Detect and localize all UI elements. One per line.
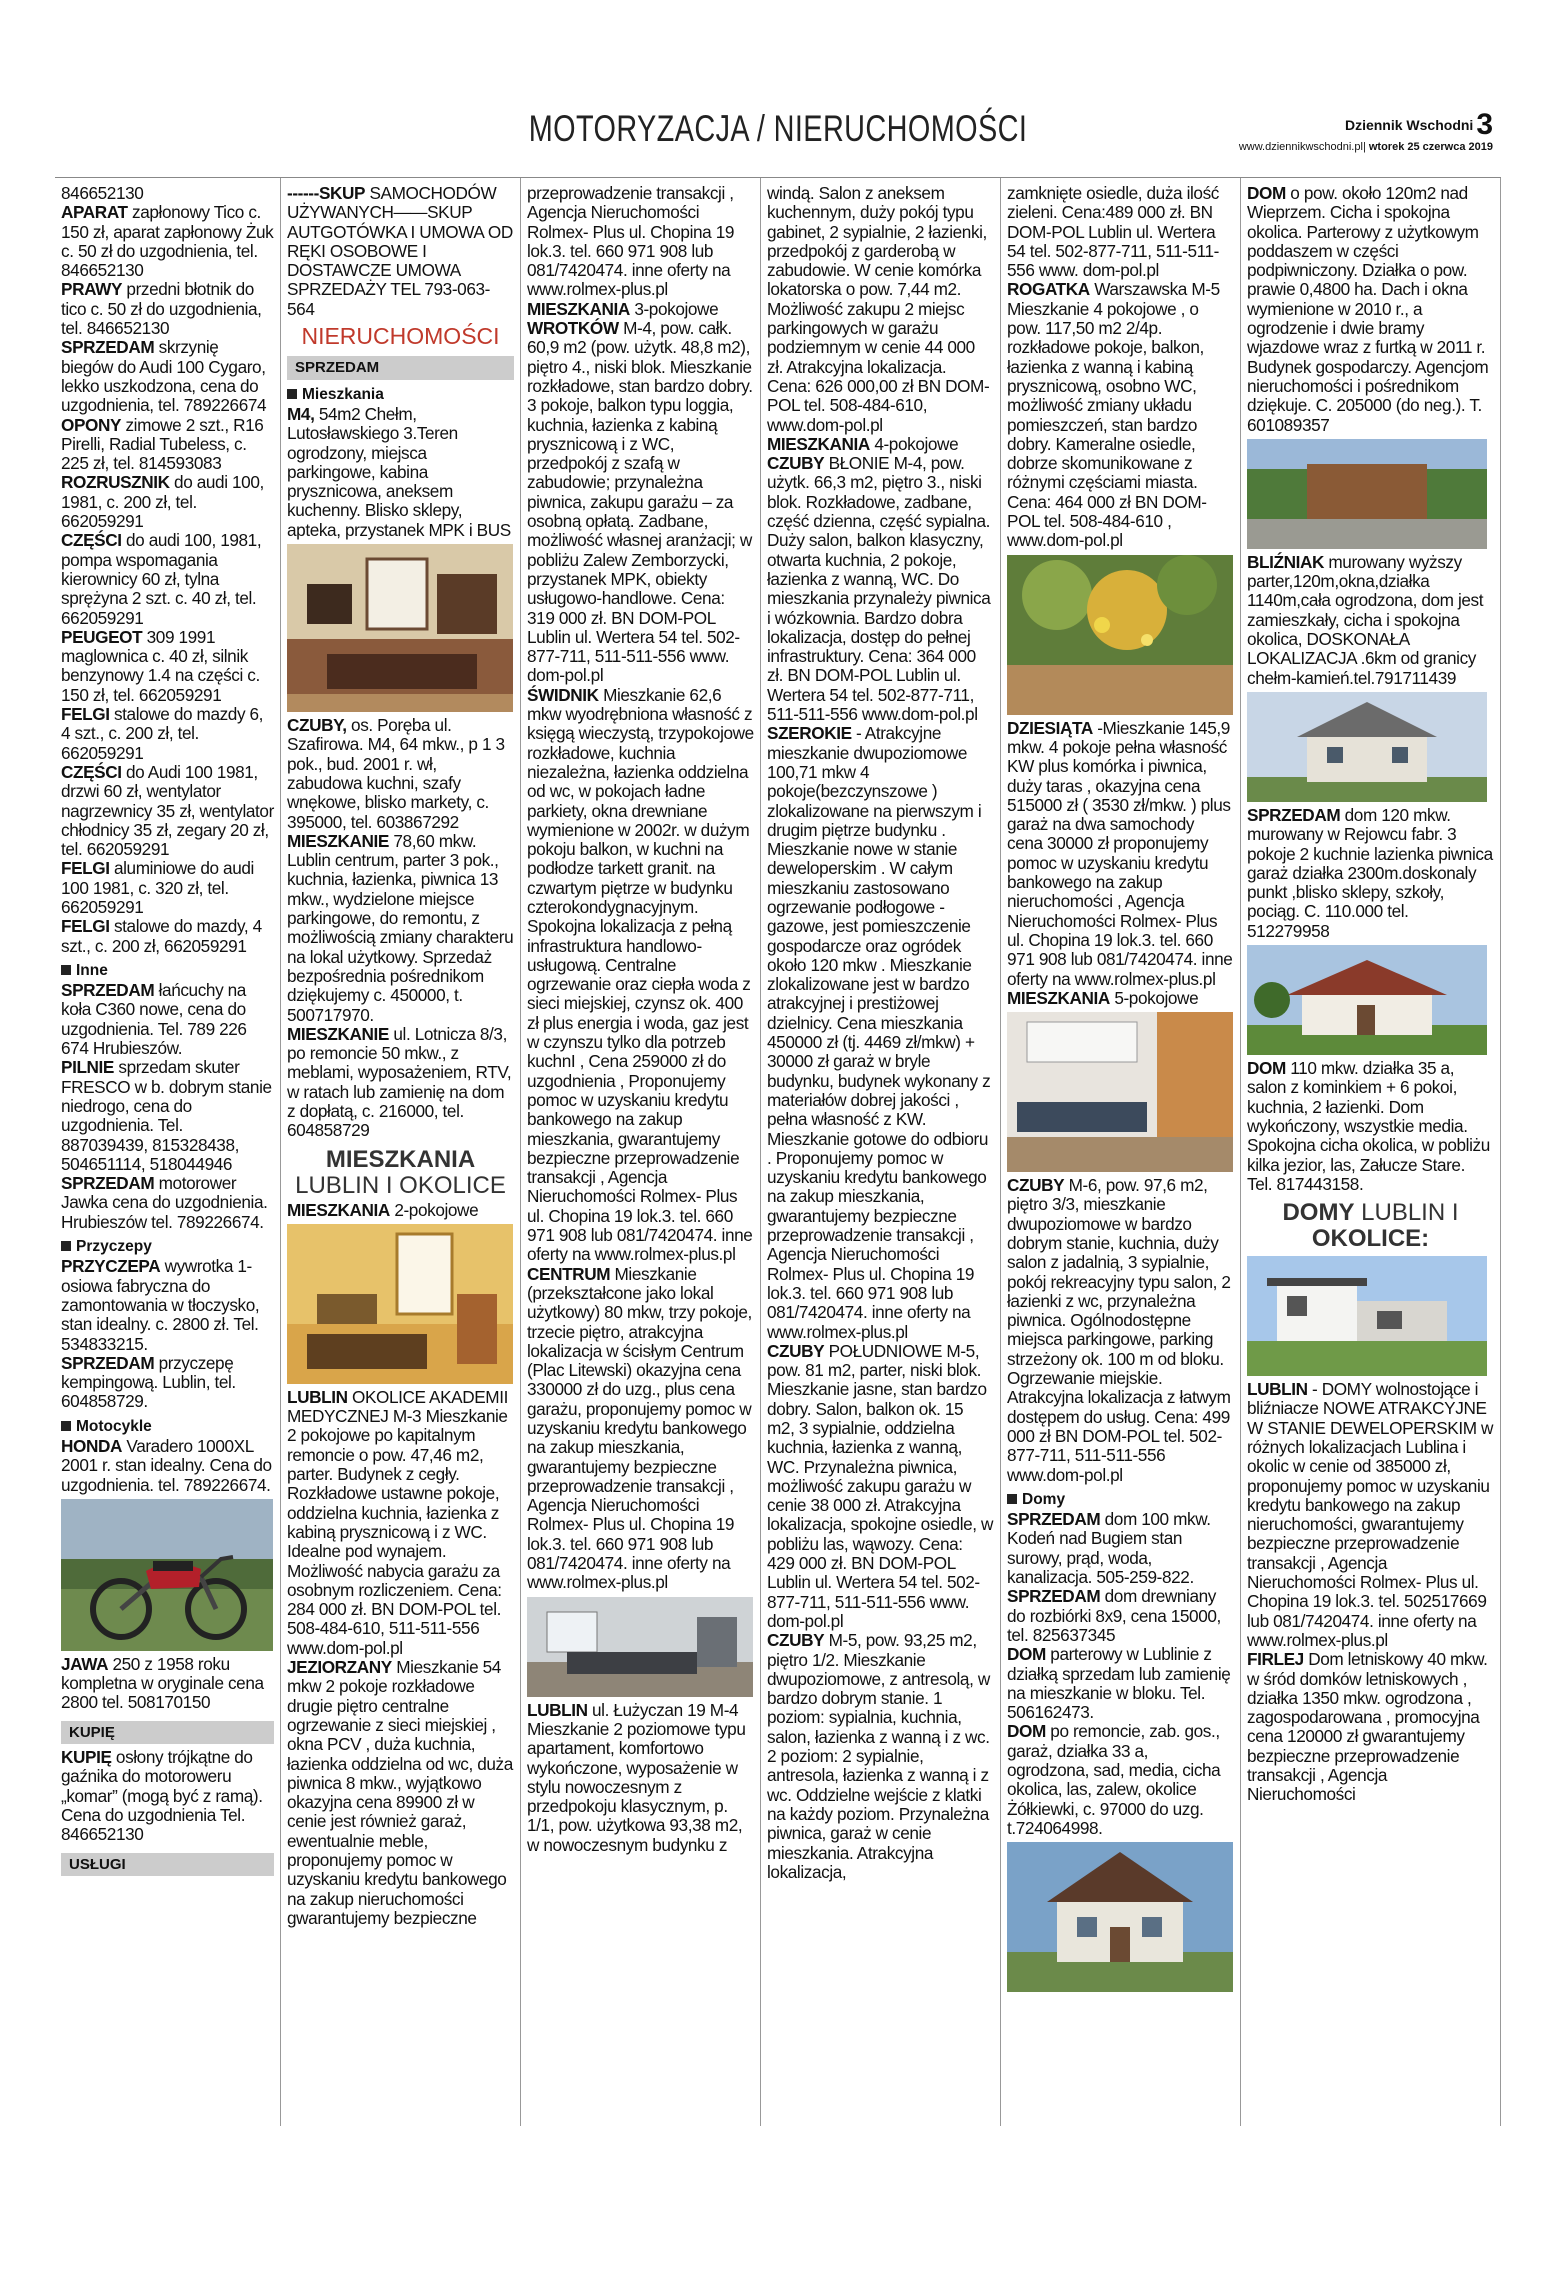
classified-ad: HONDA Varadero 1000XL 2001 r. stan idealny. Cena do uzgodnienia. tel. 789226674. — [61, 1436, 272, 1495]
classified-ad: CZUBY M-6, pow. 97,6 m2, piętro 3/3, mieszkanie dwupoziomowe w bardzo dobrym stanie, kuchnia, duży salon z jadalnią, 3 sypialnie, pokój rekreacyjny typu salon, 2 łazienki z wc, przynależna piwnica. Ogólnodostępne miejsca parkingowe, parking strzeżony ok. 100 m od bloku. Ogrzewanie miejskie. Atrakcyjna lokalizacja z łatwym dostępem do usług. Cena: 499 000 zł BN DOM-POL tel. 502-877-711, 511-511-556 www.dom-pol.pl — [1007, 1175, 1231, 1485]
classified-ad: PRAWY przedni błotnik do tico c. 50 zł do uzgodnienia, tel. 846652130 — [61, 279, 262, 339]
classified-ad: MIESZKANIE 78,60 mkw. Lublin centrum, parter 3 pok., kuchnia, łazienka, piwnica 13 mkw., wydzielone miejsce parkingowe, do remontu, z możliwością zmiany charakteru na lokal użytkowy. Sprzedaż bezpośrednia pośrednikom dziękujemy c. 450000, t. 500717970. — [287, 830, 514, 1025]
classified-ad: PILNIE sprzedam skuter FRESCO w b. dobrym stanie niedrogo, cena do uzgodnienia. Tel. 887039439, 815328438, 504651114, 518044946 — [61, 1057, 272, 1174]
classified-ad: CZUBY M-5, pow. 93,25 m2, piętro 1/2. Mieszkanie dwupoziomowe, z antresolą, w bardzo dobrym stanie. 1 poziom: sypialnia, kuchnia, salon, łazienka z wanną i z wc. 2 poziom: 2 sypialnie, antresola, łazienka z wanną i z wc. Oddzielne wejście z klatki na każdy poziom. Przynależna piwnica, garaż w cenie mieszkania. Atrakcyjna lokalizacja, — [767, 1630, 990, 1882]
category-mieszkania: Mieszkania — [287, 385, 514, 404]
ad-text: windą. Salon z aneksem kuchennym, duży pokój typu gabinet, 2 sypialnie, 2 łazienki, przedpokój z garderobą w zabudowie. W cenie komórka lokatorska o pow. 7,44 m2. Możliwość zakupu 2 miejsc parkingowych w garażu podziemnym w cenie 44 000 zł. Atrakcyjna lokalizacja. Cena: 626 000,00 zł BN DOM-POL tel. 508-484-610, www.dom-pol.pl — [767, 183, 990, 435]
new-houses-photo — [1247, 1256, 1487, 1376]
classified-ad: ROGATKA Warszawska M-5 Mieszkanie 4 pokojowe , o pow. 117,50 m2 2/4p. rozkładowe pokoje, balkon, łazienka z wanną i kabiną prysznicową, osobno WC, możliwość zmiany układu pomieszczeń, stan bardzo dobry. Kameralne osiedle, dobrze skomunikowane z różnymi częściami miasta. Cena: 464 000 zł BN DOM-POL tel. 508-484-610 , www.dom-pol.pl — [1007, 279, 1220, 551]
classified-ad: FELGI stalowe do mazdy, 4 szt., c. 200 zł, 662059291 — [61, 916, 262, 956]
classified-ad: PEUGEOT 309 1991 maglownica c. 40 zł, silnik benzynowy 1.4 na części c. 150 zł, tel. 662059291 — [61, 626, 260, 705]
classified-ad: DOM po remoncie, zab. gos., garaż, działka 33 a, ogrodzona, sad, media, cicha okolica, las, zalew, okolice Żółkiewki, c. 97000 do uzg. t.724064998. — [1007, 1721, 1221, 1838]
classified-ad: DOM parterowy w Lublinie z działką sprzedam lub zamienię na mieszkanie w bloku. Tel. 506162473. — [1007, 1644, 1231, 1723]
category-domy: Domy — [1007, 1490, 1234, 1509]
classified-ad: CZUBY, os. Poręba ul. Szafirowa. M4, 64 mkw., p 1 3 pok., bud. 2001 r. wł, zabudowa kuchni, szafy wnękowe, blisko markety, c. 395000, tel. 603867292 — [287, 715, 505, 832]
classified-ad: SPRZEDAM łańcuchy na koła C360 nowe, cena do uzgodnienia. Tel. 789 226 674 Hrubieszów. — [61, 980, 247, 1059]
publication-info: Dziennik Wschodni 3 www.dziennikwschodni.pl| wtorek 25 czerwca 2019 — [1238, 108, 1493, 153]
classified-ad: LUBLIN - DOMY wolnostojące i bliźniacze NOWE ATRAKCYJNE W STANIE DEWELOPERSKIM w różnych lokalizacjach Lublina i okolic w cenie od 385000 zł, proponujemy pomoc w uzyskaniu kredytu bankowego na zakup nieruchomości, gwarantujemy bezpieczne przeprowadzenie transakcji , Agencja Nieruchomości Rolmex- Plus ul. Chopina 19 lok.3. tel. 502517669 lub 081/7420474. inne oferty na www.rolmex-plus.pl — [1247, 1379, 1494, 1650]
classified-ad: MIESZKANIA 4-pokojowe — [767, 433, 959, 454]
nieruchomosci-heading: NIERUCHOMOŚCI — [301, 323, 500, 350]
issue-date: wtorek 25 czerwca 2019 — [1368, 141, 1493, 153]
classified-ad: PRZYCZEPA wywrotka 1-osiowa fabryczna do zamontowania w tłoczysko, stan idealny. c. 2800 zł. Tel. 534833215. — [61, 1256, 260, 1354]
classified-ad: DOM o pow. około 120m2 nad Wieprzem. Cicha i spokojna okolica. Parterowy z użytkowym poddaszem w części podpiwniczony. Działka o pow. prawie 0,4800 ha. Dach i okna wymienione w 2010 r., a ogrodzenie i dwie bramy wjazdowe wraz z furtką w 2011 r. Budynek gospodarczy. Agencjom nieruchomości i pośrednikom dziękuje. C. 205000 (do neg.). T. 601089357 — [1247, 183, 1489, 435]
section-uslugi: USŁUGI — [61, 1853, 274, 1876]
publication-name: Dziennik Wschodni — [1344, 117, 1474, 133]
living-room-photo — [527, 1597, 753, 1697]
classified-ad: CZĘŚCI do Audi 100 1981, drzwi 60 zł, wentylator nagrzewnicy 35 zł, wentylator chłodnicy 35 zł, zegary 20 zł, tel. 662059291 — [61, 761, 274, 860]
classified-ad: MIESZKANIE ul. Lotnicza 8/3, po remoncie 50 mkw., z meblami, wyposażeniem, RTV, w ratach lub zamienię na dom z dopłatą, c. 216000, tel. 604858729 — [287, 1023, 512, 1141]
column-5 — [1000, 178, 1240, 2126]
category-przyczepy: Przyczepy — [61, 1237, 274, 1256]
classified-ad: M4, 54m2 Chełm, Lutosławskiego 3.Teren ogrodzony, miejsca parkingowe, kabina prysznicowa, aneksem kuchenny. Blisko sklepy, apteka, przystanek MPK i BUS — [287, 403, 511, 540]
ad-text: przeprowadzenie transakcji , Agencja Nieruchomości Rolmex- Plus ul. Chopina 19 lok.3. tel. 660 971 908 lub 081/7420474. inne oferty na www.rolmex-plus.pl — [527, 183, 735, 300]
classified-ad: SPRZEDAM skrzynię biegów do Audi 100 Cygaro, lekko uszkodzona, cena do uzgodnienia, tel. 789226674 — [61, 337, 267, 416]
website[interactable]: www.dziennikwschodni.pl — [1238, 141, 1363, 153]
classified-ad: OPONY zimowe 2 szt., R16 Pirelli, Radial Tubeless, c. 225 zł, tel. 814593083 — [61, 414, 264, 474]
column-3 — [520, 178, 760, 2126]
classified-ad: FELGI aluminiowe do audi 100 1981, c. 320 zł, tel. 662059291 — [61, 858, 254, 917]
column-4 — [760, 178, 1000, 2126]
classified-ad: MIESZKANIA 5-pokojowe — [1007, 987, 1199, 1008]
bedroom-photo — [287, 1224, 513, 1384]
page-number: 3 — [1476, 108, 1493, 141]
garden-terrace-photo — [1007, 555, 1233, 715]
classified-ad: SPRZEDAM przyczepę kempingową. Lublin, tel. 604858729. — [61, 1352, 236, 1412]
classified-ad: SPRZEDAM dom drewniany do rozbiórki 8x9, cena 15000, tel. 825637345 — [1007, 1586, 1221, 1645]
ad-text: 846652130 — [61, 183, 144, 203]
classified-ad: KUPIĘ osłony trójkątne do gaźnika do motoroweru „komar” (mogą być z ramą). Cena do uzgodnienia Tel. 846652130 — [61, 1747, 263, 1845]
classified-ad: BLIŹNIAK murowany wyższy parter,120m,okna,działka 1140m,cała ogrodzona, dom jest zamieszkały, cicha i spokojna okolica, DOSKONAŁA LOKALIZACJA .6km od granicy chełm-kamień.tel.791711439 — [1247, 551, 1484, 688]
classified-ad: FIRLEJ Dom letniskowy 40 mkw. w śród domków letniskowych , działka 1350 mkw. ogrodzona , zagospodarowana , promocyjna cena 120000 zł gwarantujemy bezpieczne przeprowadzenie transakcji , Agencja Nieruchomości — [1247, 1649, 1488, 1805]
classified-ad: ------SKUP SAMOCHODÓW UŻYWANYCH——SKUP AUTGOTÓWKA I UMOWA OD RĘKI OSOBOWE I DOSTAWCZE UMOWA SPRZEDAŻY TEL 793-063-564 — [287, 183, 513, 319]
classified-ad: ROZRUSZNIK do audi 100, 1981, c. 200 zł, tel. 662059291 — [61, 472, 264, 532]
column-6 — [1240, 178, 1501, 2126]
motorcycle-photo — [61, 1499, 273, 1651]
loft-interior-photo — [1007, 1012, 1233, 1172]
column-1 — [55, 178, 280, 2126]
classified-ad: MIESZKANIA 2-pokojowe — [287, 1199, 479, 1220]
classifieds-grid — [55, 177, 1501, 2126]
classified-ad: APARAT zapłonowy Tico c. 150 zł, aparat zapłonowy Żuk c. 50 zł do uzgodnienia, tel. 846652130 — [61, 202, 274, 281]
classified-ad: CZUBY POŁUDNIOWE M-5, pow. 81 m2, parter, niski blok. Mieszkanie jasne, stan bardzo dobry. Salon, balkon ok. 15 m2, 3 sypialnie, oddzielna kuchnia, łazienka z wanną, WC. Przynależna piwnica, możliwość zakupu garażu w cenie 38 000 zł. Atrakcyjna lokalizacja, spokojne osiedle, w pobliżu las, wąwozy. Cena: 429 000 zł. BN DOM-POL Lublin ul. Wertera 54 tel. 502-877-711, 511-511-556 www. dom-pol.pl — [767, 1340, 994, 1631]
classified-ad: SPRZEDAM dom 100 mkw. Kodeń nad Bugiem stan surowy, prąd, woda, kanalizacja. 505-259-822. — [1007, 1509, 1211, 1588]
classified-ad: SPRZEDAM dom 120 mkw. murowany w Rejowcu fabr. 3 pokoje 2 kuchnie lazienka piwnica garaż działka 2300m.doskonaly punkt ,blisko sklepy, szkoły, pociąg. C. 110.000 tel. 512279958 — [1247, 804, 1493, 941]
ad-text: zamknięte osiedle, duża ilość zieleni. Cena:489 000 zł. BN DOM-POL Lublin ul. Wertera 54 tel. 502-877-711, 511-511-556 www. dom-pol.pl — [1007, 183, 1219, 281]
classified-ad: DZIESIĄTA -Mieszkanie 145,9 mkw. 4 pokoje pełna własność KW plus komórka i piwnica, duży taras , okazyjna cena 515000 zł ( 3530 zł/mkw. ) plus garaż na dwa samochody cena 30000 zł proponujemy pomoc w uzyskaniu kredytu bankowego na zakup nieruchomości , Agencja Nieruchomości Rolmex- Plus ul. Chopina 19 lok.3. tel. 660 971 908 lub 081/7420474. inne oferty na www.rolmex-plus.pl — [1007, 717, 1233, 989]
classified-ad: CENTRUM Mieszkanie (przekształcone jako lokal użytkowy) 80 mkw, trzy pokoje, trzecie piętro, atrakcyjna lokalizacja w ścisłym Centrum (Plac Litewski) okazyjna cena 330000 zł do uzg., plus cena garażu, proponujemy pomoc w uzyskaniu kredytu bankowego na zakup mieszkania, gwarantujemy bezpieczne przeprowadzenie transakcji , Agencja Nieruchomości Rolmex- Plus ul. Chopina 19 lok.3. tel. 660 971 908 lub 081/7420474. inne oferty na www.rolmex-plus.pl — [527, 1263, 752, 1593]
cottage-photo — [1247, 945, 1487, 1055]
column-2 — [280, 178, 520, 2126]
classified-ad: JEZIORZANY Mieszkanie 54 mkw 2 pokoje rozkładowe drugie piętro centralne ogrzewanie z sieci miejskiej , okna PCV , duża kuchnia, łazienka oddzielna od wc, duża piwnica 8 mkw., wyjątkowo okazyjna cena 89900 zł w cenie jest również garaż, ewentualnie meble, proponujemy pomoc w uzyskaniu kredytu bankowego na zakup nieruchomości gwarantujemy bezpieczne — [287, 1657, 513, 1928]
classified-ad: ŚWIDNIK Mieszkanie 62,6 mkw wyodrębniona własność z księgą wieczystą, trzypokojowe rozkładowe, kuchnia niezależna, łazienka oddzielna od wc, w pokojach ładne parkiety, okna drewniane wymienione w 2002r. w dużym pokoju balkon, w kuchni na podłodze tarkett granit. na czwartym piętrze w budynku czterokondygnacyjnym. Spokojna lokalizacja z pełną infrastruktura handlowo-usługową. Centralne ogrzewanie oraz ciepła woda z sieci miejskiej, czynsz ok. 400 zł plus energia i woda, gaz jest w czynszu tylko dla potrzeb kuchnI , Cena 259000 zł do uzgodnienia , Proponujemy pomoc w uzyskaniu kredytu bankowego na zakup mieszkania, gwarantujemy bezpieczne przeprowadzenie transakcji , Agencja Nieruchomości Rolmex- Plus ul. Chopina 19 lok.3. tel. 660 971 908 lub 081/7420474. inne oferty na www.rolmex-plus.pl — [527, 684, 754, 1265]
classified-ad: WROTKÓW M-4, pow. całk. 60,9 m2 (pow. użytk. 48,8 m2), piętro 4., niski blok. Mieszkanie rozkładowe, stan bardzo dobry. 3 pokoje, balkon typu loggia, kuchnia, łazienka z kabiną prysznicową i z WC, przedpokój z szafą w zabudowie; przynależna piwnica, zakupu garażu – za osobną opłatą. Zadbane, możliwość własnej aranżacji; w pobliżu Zalew Zemborzycki, przystanek MPK, obiekty usługowo-handlowe. Cena: 319 000 zł. BN DOM-POL Lublin ul. Wertera 54 tel. 502-877-711, 511-511-556 www. dom-pol.pl — [527, 318, 753, 686]
classified-ad: CZUBY BŁONIE M-4, pow. użytk. 66,3 m2, piętro 3., niski blok. Rozkładowe, zadbane, część dzienna, część sypialna. Duży salon, balkon klasyczny, otwarta kuchnia, 2 pokoje, łazienka z wanną, WC. Do mieszkania przynależy piwnica i wózkownia. Bardzo dobra lokalizacja, dostęp do pełnej infrastruktury. Cena: 364 000 zł. BN DOM-POL Lublin ul. Wertera 54 tel. 502-877-711, 511-511-556 www.dom-pol.pl — [767, 453, 991, 725]
semi-detached-house-photo — [1247, 692, 1487, 802]
domy-lublin-heading: DOMY LUBLIN I OKOLICE: — [1282, 1199, 1459, 1253]
classified-ad: LUBLIN OKOLICE AKADEMII MEDYCZNEJ M-3 Mieszkanie 2 pokojowe po kapitalnym remoncie o pow. 47,46 m2, parter. Budynek z cegły. Rozkładowe ustawne pokoje, oddzielna kuchnia, łazienka z kabiną prysznicową i z WC. Idealne pod wynajem. Możliwość nabycia garażu za osobnym rozliczeniem. Cena: 284 000 zł. BN DOM-POL tel. 508-484-610, 511-511-556 www.dom-pol.pl — [287, 1386, 508, 1658]
classified-ad: CZĘŚCI do audi 100, 1981, pompa wspomagania kierownicy 60 zł, tylna sprężyna 2 szt. c. 40 zł, tel. 662059291 — [61, 530, 262, 628]
mieszkania-lublin-heading: MIESZKANIA LUBLIN I OKOLICE — [295, 1145, 506, 1199]
category-inne: Inne — [61, 961, 274, 980]
section-sprzedam: SPRZEDAM — [287, 356, 514, 379]
classified-ad: SPRZEDAM motorower Jawka cena do uzgodnienia. Hrubieszów tel. 789226674. — [61, 1173, 268, 1232]
section-title: MOTORYZACJA / NIERUCHOMOŚCI — [528, 108, 1028, 149]
classified-ad: MIESZKANIA 3-pokojowe — [527, 298, 719, 319]
classified-ad: LUBLIN ul. Łużyczan 19 M-4 Mieszkanie 2 poziomowe typu apartament, komfortowo wykończone, wyposażenie w stylu nowoczesnym z przedpokoju klasycznym, p. 1/1, pow. użytkowa 93,38 m2, w nowoczesnym budynku z — [527, 1699, 746, 1855]
apartment-interior-photo — [287, 544, 513, 712]
fence-photo — [1247, 439, 1487, 549]
classified-ad: FELGI stalowe do mazdy 6, 4 szt., c. 200 zł, tel. 662059291 — [61, 704, 264, 763]
classified-ad: JAWA 250 z 1958 roku kompletna w oryginale cena 2800 tel. 508170150 — [61, 1653, 264, 1713]
house-photo — [1007, 1842, 1233, 1992]
classified-ad: SZEROKIE - Atrakcyjne mieszkanie dwupoziomowe 100,71 mkw 4 pokoje(bezczynszowe ) zlokalizowane na pierwszym i drugim piętrze budynku . Mieszkanie nowe w stanie deweloperskim . W całym mieszkaniu zastosowano ogrzewanie podłogowe - gazowe, jest pomieszczenie gospodarcze oraz ogródek około 120 mkw . Mieszkanie zlokalizowane jest w bardzo atrakcyjnej i prestiżowej dzielnicy. Cena mieszkania 450000 zł (tj. 4469 zł/mkw) + 30000 zł garaż w bryle budynku, budynek wykonany z materiałów dobrej jakości , pełna własność z KW. Mieszkanie gotowe do odbioru . Proponujemy pomoc w uzyskaniu kredytu bankowego na zakup mieszkania, gwarantujemy bezpieczne przeprowadzenie transakcji , Agencja Nieruchomości Rolmex- Plus ul. Chopina 19 lok.3. tel. 660 971 908 lub 081/7420474. inne oferty na www.rolmex-plus.pl — [767, 723, 991, 1342]
classified-ad: DOM 110 mkw. działka 35 a, salon z kominkiem + 6 pokoi, kuchnia, 2 łazienki. Dom wykończony, wszystkie media. Spokojna cicha okolica, w pobliżu kilka jezior, las, Załucze Stare. Tel. 817443158. — [1247, 1058, 1490, 1194]
category-motocykle: Motocykle — [61, 1417, 274, 1436]
section-kupie: KUPIĘ — [61, 1721, 274, 1744]
masthead — [55, 108, 1501, 158]
